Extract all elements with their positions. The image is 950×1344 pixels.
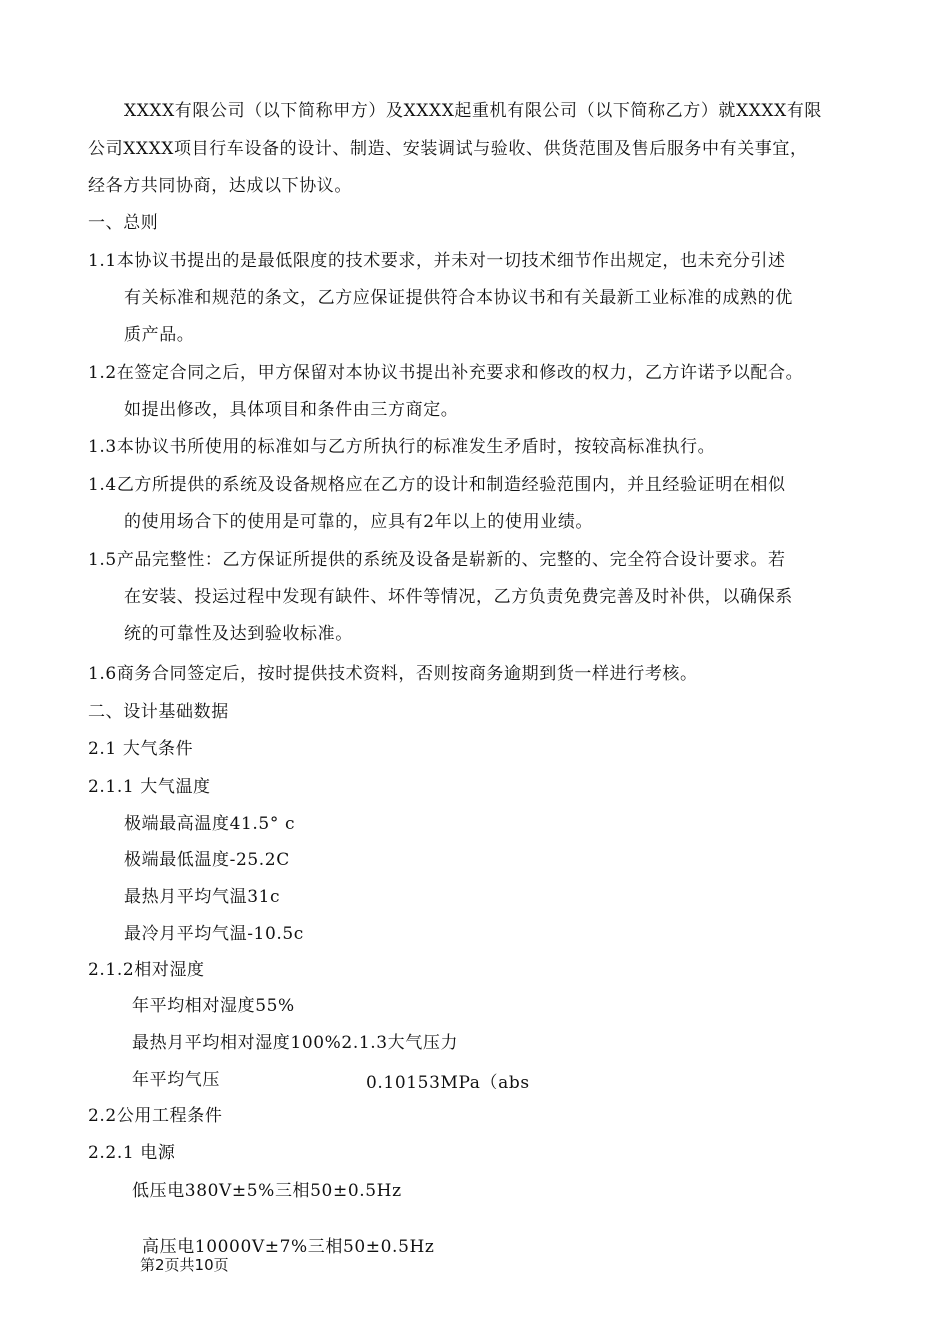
clause-1-5-line-1: 1.5产品完整性：乙方保证所提供的系统及设备是崭新的、完整的、完全符合设计要求。若 [88,550,786,570]
clause-1-4-line-1: 1.4乙方所提供的系统及设备规格应在乙方的设计和制造经验范围内，并且经验证明在相似 [88,475,786,495]
page-number-footer: 第2页共10页 [140,1256,229,1274]
pressure-label: 年平均气压 [132,1070,220,1090]
humidity-annual: 年平均相对湿度55% [132,996,295,1016]
heading-2-1: 2.1 大气条件 [88,739,194,759]
temp-item: 极端最高温度41.5° c [124,814,296,834]
heading-2-1-1: 2.1.1 大气温度 [88,777,211,797]
intro-line-2: 公司XXXX项目行车设备的设计、制造、安装调试与验收、供货范围及售后服务中有关事宜， [88,139,808,159]
humidity-hottest: 最热月平均相对湿度100%2.1.3大气压力 [132,1033,459,1053]
heading-2-2-1: 2.2.1 电源 [88,1143,176,1163]
clause-1-3-line-1: 1.3本协议书所使用的标准如与乙方所执行的标准发生矛盾时，按较高标准执行。 [88,437,716,457]
clause-1-1-line-1: 1.1本协议书提出的是最低限度的技术要求，并未对一切技术细节作出规定，也未充分引述 [88,251,786,271]
intro-line-1: XXXX有限公司（以下简称甲方）及XXXX起重机有限公司（以下简称乙方）就XXXX有限 [124,101,823,121]
intro-line-3: 经各方共同协商，达成以下协议。 [88,176,352,196]
section-1-heading: 一、总则 [88,213,159,233]
clause-1-6-line-1: 1.6商务合同签定后，按时提供技术资料，否则按商务逾期到货一样进行考核。 [88,664,698,684]
clause-1-2-line-2: 如提出修改，具体项目和条件由三方商定。 [124,400,459,420]
temp-item: 最冷月平均气温-10.5c [124,924,304,944]
temp-item: 极端最低温度-25.2C [124,850,290,870]
clause-1-5-line-3: 统的可靠性及达到验收标准。 [124,624,353,644]
temp-item: 最热月平均气温31c [124,887,281,907]
section-2-heading: 二、设计基础数据 [88,702,229,722]
heading-2-2: 2.2公用工程条件 [88,1106,223,1126]
clause-1-1-line-2: 有关标准和规范的条文，乙方应保证提供符合本协议书和有关最新工业标准的成熟的优 [124,288,793,308]
low-voltage: 低压电380V±5%三相50±0.5Hz [132,1181,402,1201]
clause-1-4-line-2: 的使用场合下的使用是可靠的，应具有2年以上的使用业绩。 [124,512,594,532]
heading-2-1-2: 2.1.2相对湿度 [88,960,205,980]
clause-1-5-line-2: 在安装、投运过程中发现有缺件、坏件等情况，乙方负责免费完善及时补供，以确保系 [124,587,793,607]
pressure-value: 0.10153MPa（abs [366,1073,530,1089]
clause-1-1-line-3: 质产品。 [124,325,195,345]
clause-1-2-line-1: 1.2在签定合同之后，甲方保留对本协议书提出补充要求和修改的权力，乙方许诺予以配合。 [88,363,804,383]
high-voltage: 高压电10000V±7%三相50±0.5Hz [142,1237,435,1257]
